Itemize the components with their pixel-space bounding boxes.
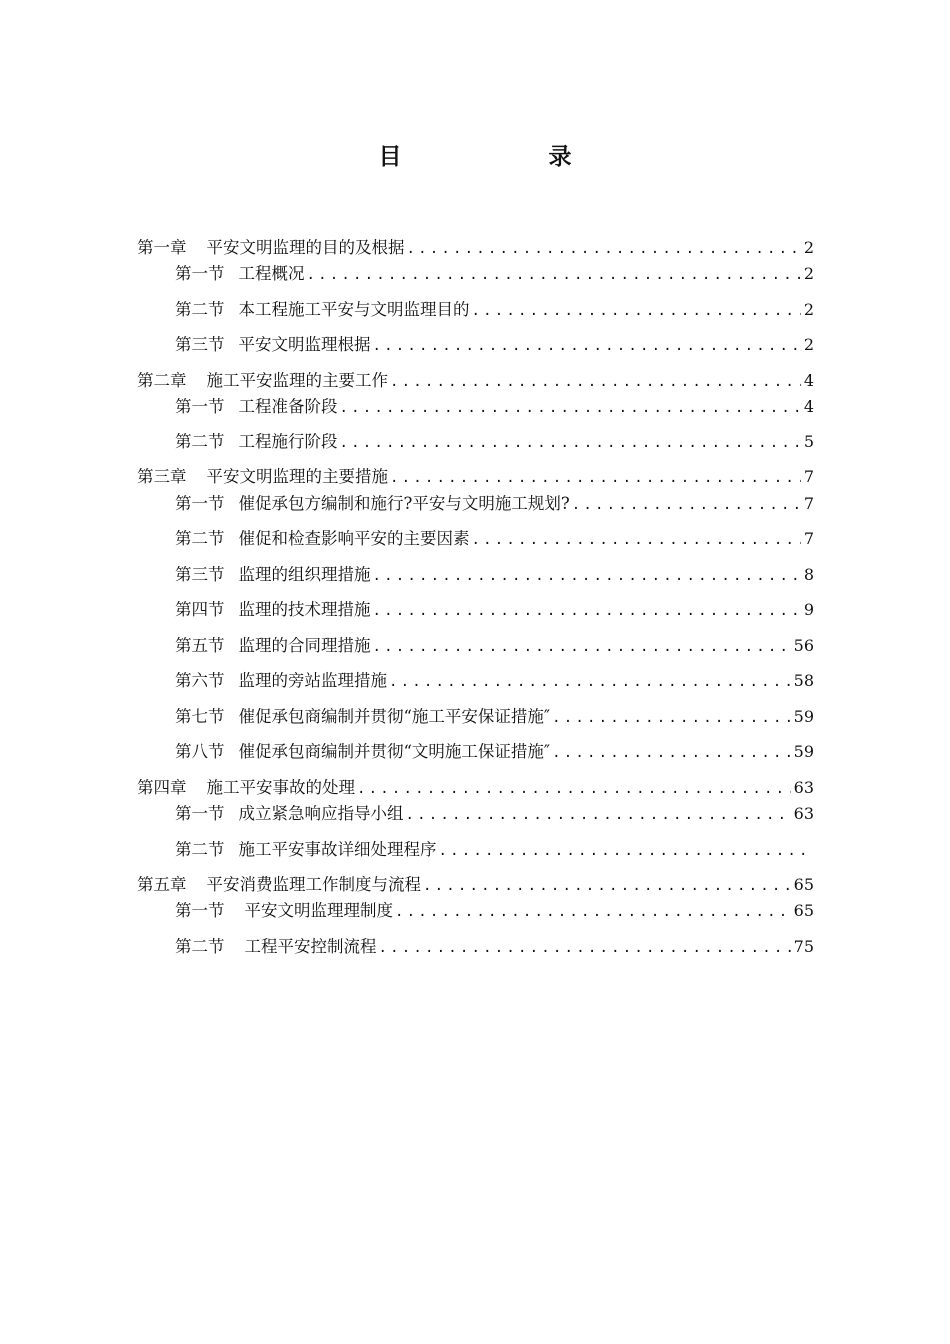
toc-page-number: 63 — [793, 804, 814, 823]
dot-leader — [404, 803, 791, 826]
toc-page-number: 59 — [793, 742, 814, 761]
toc-number: 第二节 — [175, 840, 225, 859]
dot-leader — [470, 528, 801, 551]
toc-title: 平安文明监理的目的及根据 — [206, 238, 405, 257]
dot-leader — [338, 431, 801, 454]
toc-section-3-3[interactable] — [175, 563, 814, 587]
toc-title: 催促承包商编制并贯彻“文明施工保证措施″ — [238, 742, 551, 761]
toc-number: 第二节 — [175, 432, 225, 451]
toc-page-number: 58 — [793, 671, 814, 690]
toc-section-3-5[interactable] — [175, 634, 814, 658]
toc-title: 监理的组织理措施 — [238, 565, 371, 584]
toc-section-3-6[interactable] — [175, 669, 814, 693]
toc-page-number: 4 — [803, 371, 814, 390]
dot-leader — [470, 299, 801, 322]
dot-leader — [405, 237, 801, 260]
toc-page-number: 65 — [793, 875, 814, 894]
toc-number: 第二节 — [175, 937, 225, 956]
toc-title: 平安文明监理根据 — [238, 335, 371, 354]
toc-title: 成立紧急响应指导小组 — [238, 804, 404, 823]
toc-page-number: 65 — [793, 901, 814, 920]
toc-number: 第二节 — [175, 300, 225, 319]
toc-title: 施工平安事故详细处理程序 — [238, 840, 437, 859]
toc-page-number: 2 — [803, 335, 814, 354]
dot-leader — [421, 874, 791, 897]
toc-title: 工程概况 — [238, 264, 305, 283]
toc-number: 第三节 — [175, 565, 225, 584]
toc-number: 第五节 — [175, 636, 225, 655]
toc-title: 催促和检查影响平安的主要因素 — [238, 529, 470, 548]
toc-number: 第一节 — [175, 804, 225, 823]
toc-page-number: 2 — [803, 238, 814, 257]
dot-leader — [388, 370, 801, 393]
toc-page-number: 2 — [803, 264, 814, 283]
toc-page-number: 7 — [803, 529, 814, 548]
toc-page-number: 63 — [793, 778, 814, 797]
toc-title: 本工程施工平安与文明监理目的 — [238, 300, 470, 319]
toc-title: 监理的合同理措施 — [238, 636, 371, 655]
toc-chapter-4[interactable] — [137, 776, 814, 800]
toc-number: 第八节 — [175, 742, 225, 761]
dot-leader — [338, 396, 801, 419]
dot-leader — [387, 670, 791, 693]
toc-title: 监理的旁站监理措施 — [238, 671, 387, 690]
toc-section-2-2[interactable] — [175, 430, 814, 454]
toc-section-5-1[interactable] — [175, 899, 814, 923]
toc-page-number: 7 — [803, 467, 814, 486]
toc-chapter-1[interactable] — [137, 236, 814, 260]
toc-page-number: 9 — [803, 600, 814, 619]
toc-section-3-2[interactable] — [175, 527, 814, 551]
toc-number: 第七节 — [175, 707, 225, 726]
toc-page-number: 56 — [793, 636, 814, 655]
toc-number: 第一章 — [137, 238, 187, 257]
page-title: 目 录 — [378, 144, 634, 170]
dot-leader — [371, 334, 801, 357]
toc-section-2-1[interactable] — [175, 395, 814, 419]
dot-leader — [305, 263, 801, 286]
toc-section-1-3[interactable] — [175, 333, 814, 357]
toc-title: 平安文明监理的主要措施 — [206, 467, 388, 486]
dot-leader — [371, 599, 801, 622]
toc-section-4-1[interactable] — [175, 802, 814, 826]
toc-page-number: 75 — [793, 937, 814, 956]
toc-page-number: 59 — [793, 707, 814, 726]
dot-leader — [355, 777, 791, 800]
toc-chapter-3[interactable] — [137, 465, 814, 489]
toc-page-number: 2 — [803, 300, 814, 319]
toc-section-5-2[interactable] — [175, 935, 814, 959]
toc-title: 平安文明监理理制度 — [244, 901, 393, 920]
toc-title: 施工平安监理的主要工作 — [206, 371, 388, 390]
toc-title: 催促承包方编制和施行?平安与文明施工规划? — [238, 494, 570, 513]
toc-title: 工程准备阶段 — [238, 397, 338, 416]
dot-leader — [393, 900, 791, 923]
toc-title: 工程平安控制流程 — [244, 937, 377, 956]
dot-leader — [371, 635, 791, 658]
toc-title: 平安消费监理工作制度与流程 — [206, 875, 421, 894]
toc-title: 催促承包商编制并贯彻“施工平安保证措施″ — [238, 707, 551, 726]
toc-title: 施工平安事故的处理 — [206, 778, 355, 797]
toc-number: 第一节 — [175, 397, 225, 416]
dot-leader — [388, 466, 801, 489]
toc-title: 监理的技术理措施 — [238, 600, 371, 619]
dot-leader — [437, 839, 812, 862]
toc-number: 第一节 — [175, 264, 225, 283]
toc-number: 第三章 — [137, 467, 187, 486]
toc-page-number: 7 — [803, 494, 814, 513]
toc-section-3-7[interactable] — [175, 705, 814, 729]
dot-leader — [377, 936, 791, 959]
toc-section-3-1[interactable] — [175, 492, 814, 516]
toc-number: 第五章 — [137, 875, 187, 894]
toc-number: 第一节 — [175, 494, 225, 513]
toc-number: 第一节 — [175, 901, 225, 920]
toc-section-4-2[interactable] — [175, 838, 814, 862]
toc-title: 工程施行阶段 — [238, 432, 338, 451]
toc-section-3-8[interactable] — [175, 740, 814, 764]
toc-section-3-4[interactable] — [175, 598, 814, 622]
toc-number: 第四节 — [175, 600, 225, 619]
toc-chapter-5[interactable] — [137, 873, 814, 897]
toc-section-1-1[interactable] — [175, 262, 814, 286]
toc-section-1-2[interactable] — [175, 298, 814, 322]
dot-leader — [371, 564, 801, 587]
toc-chapter-2[interactable] — [137, 369, 814, 393]
toc-number: 第二节 — [175, 529, 225, 548]
toc-page-number: 4 — [803, 397, 814, 416]
toc-number: 第三节 — [175, 335, 225, 354]
dot-leader — [550, 741, 791, 764]
dot-leader — [570, 493, 801, 516]
toc-page-number: 5 — [803, 432, 814, 451]
toc-number: 第四章 — [137, 778, 187, 797]
toc-number: 第二章 — [137, 371, 187, 390]
toc-number: 第六节 — [175, 671, 225, 690]
toc-page-number: 8 — [803, 565, 814, 584]
dot-leader — [550, 706, 791, 729]
